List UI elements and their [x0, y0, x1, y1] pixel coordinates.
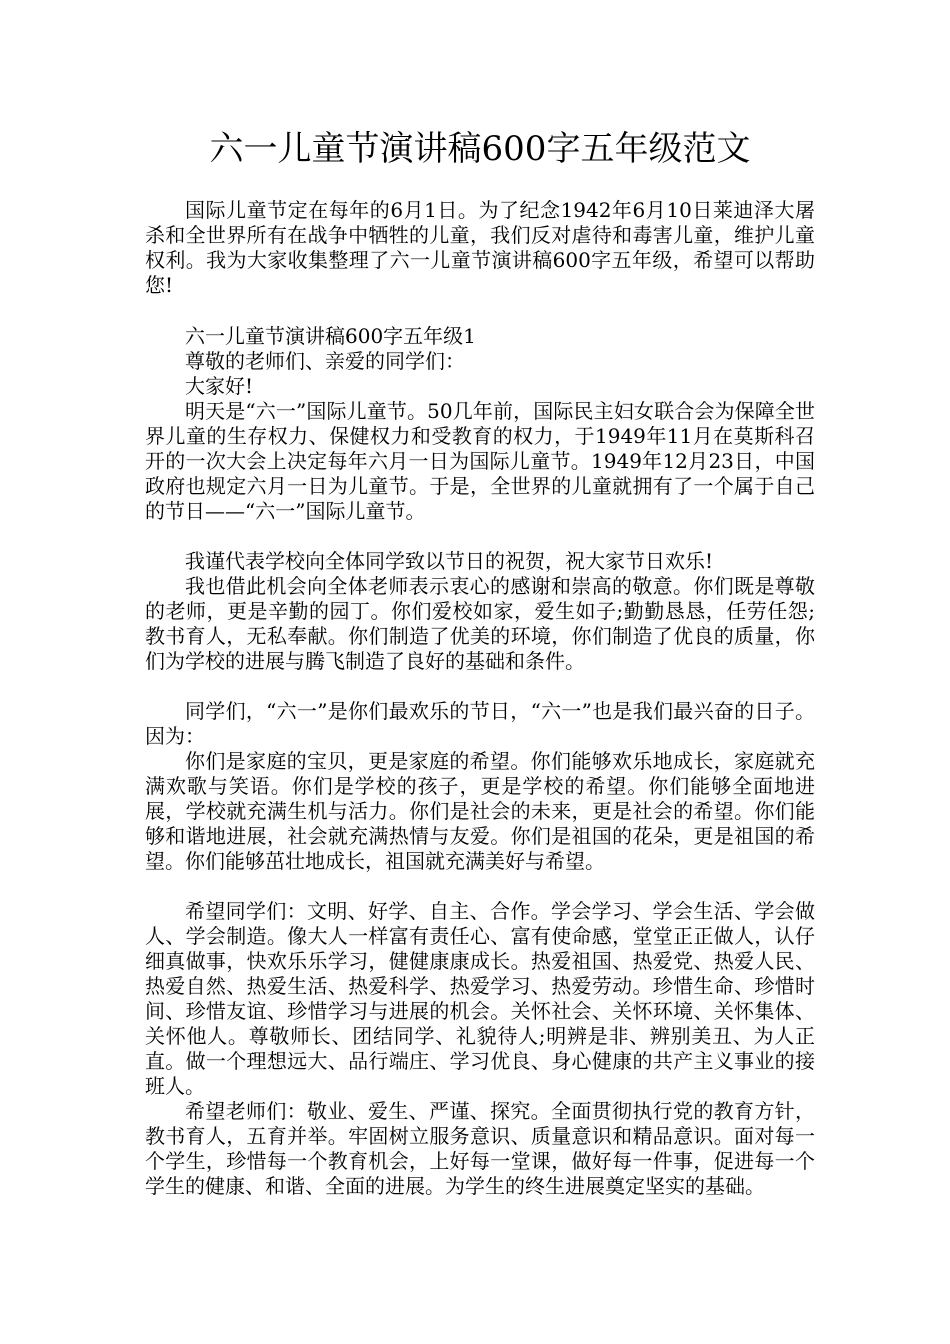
body-paragraph-7: 希望老师们：敬业、爱生、严谨、探究。全面贯彻执行党的教育方针，教书育人，五育并举。牢固树立服务意识、质量意识和精品意识。面对每一个学生，珍惜每一个教育机会，上好每一堂课，做好每一件事，促进每一个学生的健康、和谐、全面的进展。为学生的终生进展奠定坚实的基础。 [145, 1099, 815, 1198]
body-paragraph-4: 同学们，“六一”是你们最欢乐的节日，“六一”也是我们最兴奋的日子。因为： [145, 699, 815, 748]
intro-paragraph: 国际儿童节定在每年的6月1日。为了纪念1942年6月10日莱迪泽大屠杀和全世界所有在战争中牺牲的儿童，我们反对虐待和毒害儿童，维护儿童权利。我为大家收集整理了六一儿童节演讲稿600字五年级，希望可以帮助您! [145, 198, 815, 297]
greeting: 大家好! [185, 374, 254, 398]
body-paragraph-3: 我也借此机会向全体老师表示衷心的感谢和崇高的敬意。你们既是尊敬的老师，更是辛勤的园丁。你们爱校如家，爱生如子;勤勤恳恳，任劳任怨;教书育人，无私奉献。你们制造了优美的环境，你们制造了优良的质量，你们为学校的进展与腾飞制造了良好的基础和条件。 [145, 574, 815, 673]
body-paragraph-6: 希望同学们：文明、好学、自主、合作。学会学习、学会生活、学会做人、学会制造。像大人一样富有责任心、富有使命感，堂堂正正做人，认仔细真做事，快欢乐乐学习，健健康康成长。热爱祖国、热爱党、热爱人民、热爱自然、热爱生活、热爱科学、热爱学习、热爱劳动。珍惜生命、珍惜时间、珍惜友谊、珍惜学习与进展的机会。关怀社会、关怀环境、关怀集体、关怀他人。尊敬师长、团结同学、礼貌待人;明辨是非、辨别美丑、为人正直。做一个理想远大、品行端庄、学习优良、身心健康的共产主义事业的接班人。 [145, 899, 815, 1098]
body-paragraph-5: 你们是家庭的宝贝，更是家庭的希望。你们能够欢乐地成长，家庭就充满欢歌与笑语。你们是学校的孩子，更是学校的希望。你们能够全面地进展，学校就充满生机与活力。你们是社会的未来，更是社会的希望。你们能够和谐地进展，社会就充满热情与友爱。你们是祖国的花朵，更是祖国的希望。你们能够茁壮地成长，祖国就充满美好与希望。 [145, 749, 815, 873]
body-paragraph-1: 明天是“六一”国际儿童节。50几年前，国际民主妇女联合会为保障全世界儿童的生存权力、保健权力和受教育的权力，于1949年11月在莫斯科召开的一次大会上决定每年六月一日为国际儿童节。1949年12月23日，中国政府也规定六月一日为儿童节。于是，全世界的儿童就拥有了一个属于自己的节日——“六一”国际儿童节。 [145, 399, 815, 523]
page-title: 六一儿童节演讲稿600字五年级范文 [209, 129, 751, 169]
salutation: 尊敬的老师们、亲爱的同学们： [185, 349, 465, 373]
section-heading: 六一儿童节演讲稿600字五年级1 [185, 324, 476, 348]
body-paragraph-2: 我谨代表学校向全体同学致以节日的祝贺，祝大家节日欢乐! [185, 549, 714, 573]
